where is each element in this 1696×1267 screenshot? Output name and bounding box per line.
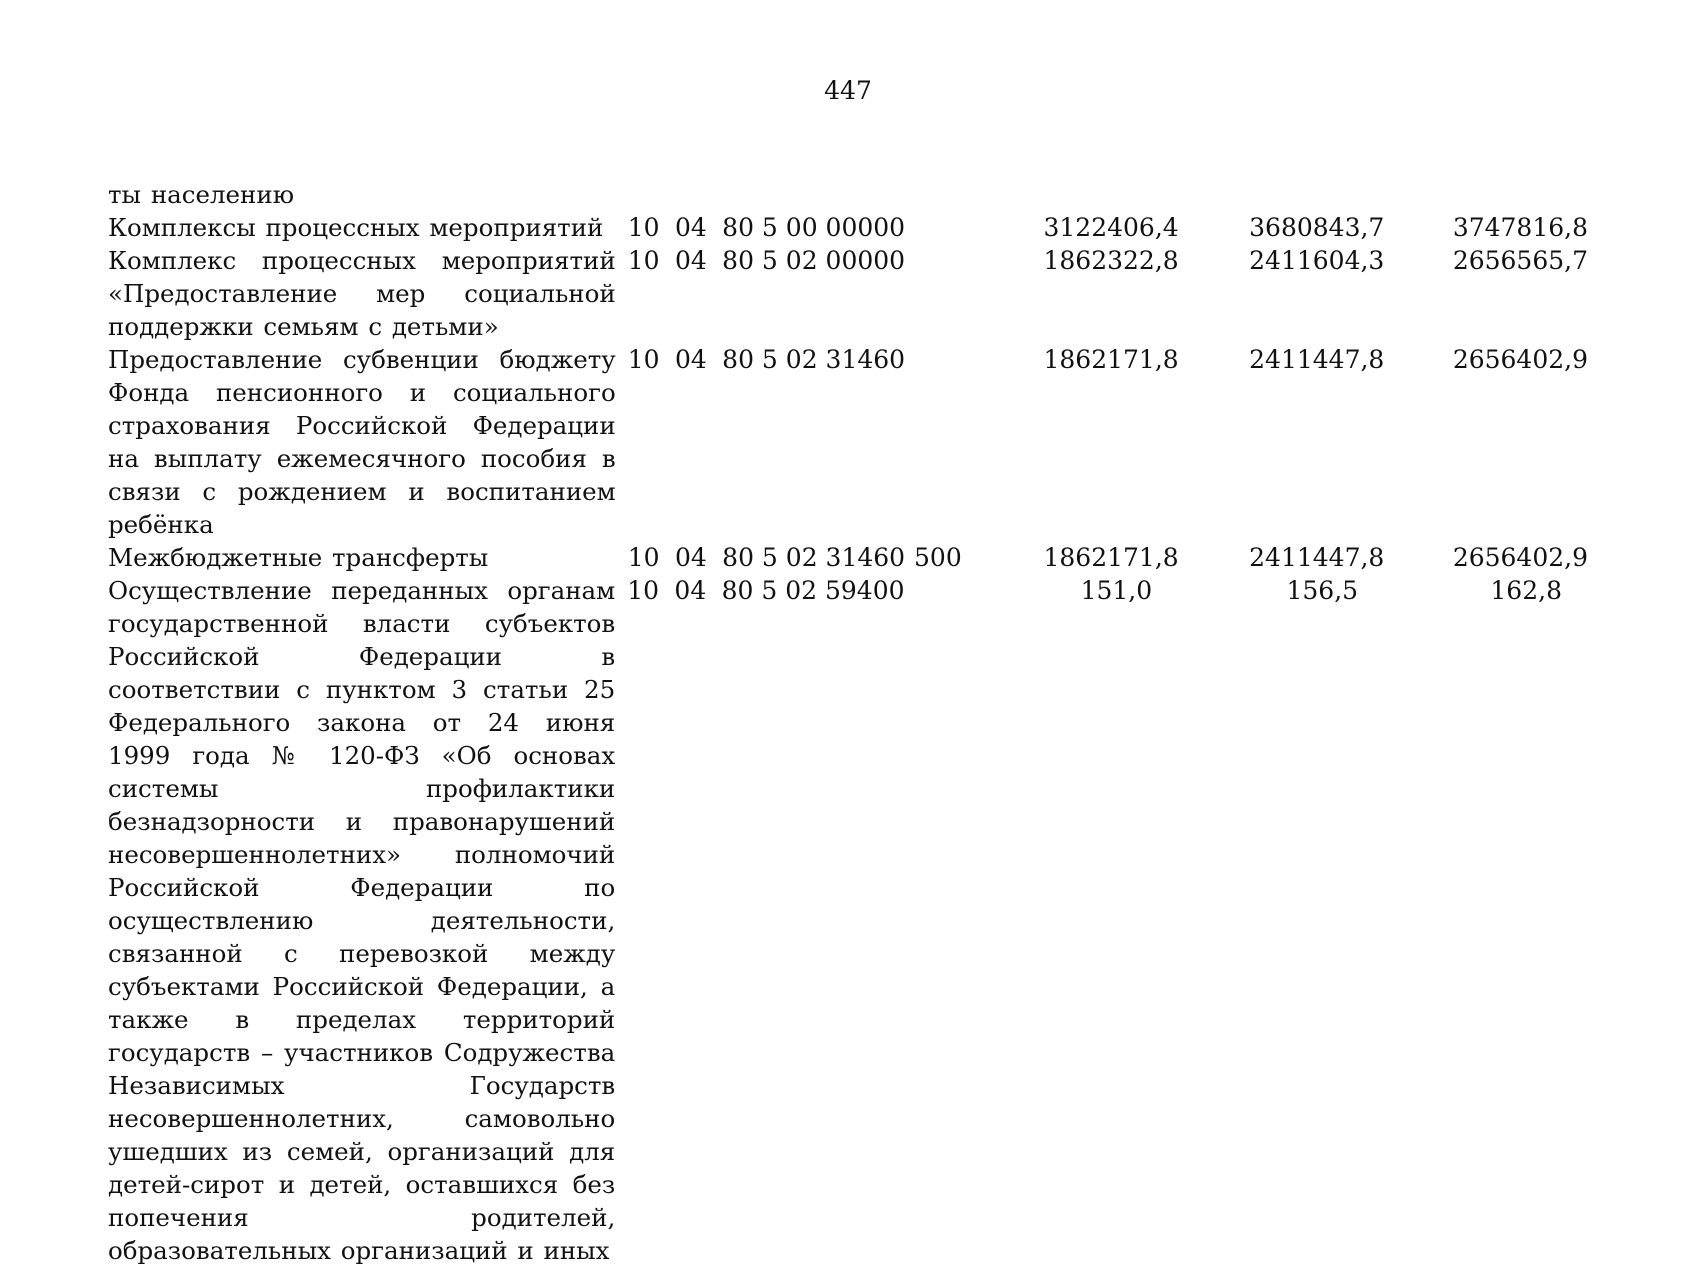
row-target-article: 80 5 02 31460 [722, 345, 906, 374]
row-year1-amount: 1862171,8 [1043, 543, 1179, 572]
row-expense-type: 500 [914, 543, 962, 572]
row-section: 10 [627, 246, 660, 275]
row-section: 10 [627, 213, 660, 242]
row-name: Комплекс процессных мероприятий «Предоставление мер социальной поддержки семьям с детьми» [108, 246, 616, 341]
row-year2-amount: 2411447,8 [1249, 543, 1385, 572]
row-year3-amount: 2656565,7 [1452, 246, 1589, 275]
row-target-article: 80 5 02 59400 [721, 576, 905, 605]
row-section: 10 [627, 345, 660, 374]
row-target-article: 80 5 02 31460 [722, 543, 906, 572]
table-row [108, 178, 1588, 211]
row-year1-amount: 151,0 [1080, 576, 1153, 605]
row-name: Осуществление переданных органам государственной власти субъектов Российской Федерации в соответствии с пунктом 3 статьи 25 Федерального закона от 24 июня 1999 года № 120-ФЗ «Об основах системы профилактики безнадзорности и правонарушений несовершеннолетних» полномочий Российской Федерации по осуществлению деятельности, связанной с перевозкой между субъектами Российской Федерации, а также в пределах территорий государств – участников Содружества Независимых Государств несовершеннолетних, самовольно ушедших из семей, организаций для детей-сирот и детей, оставшихся без попечения родителей, образовательных организаций и иных [108, 576, 616, 1265]
row-target-article: 80 5 02 00000 [722, 246, 906, 275]
row-year3-amount: 162,8 [1490, 576, 1562, 605]
table-row [108, 211, 1588, 244]
table-row [108, 244, 1588, 343]
row-year2-amount: 3680843,7 [1249, 213, 1385, 242]
table-row [108, 541, 1588, 574]
row-name: Комплексы процессных мероприятий [108, 213, 604, 242]
table-row [108, 343, 1588, 541]
row-section: 10 [627, 543, 660, 572]
row-subsection: 04 [674, 543, 707, 572]
row-year1-amount: 1862171,8 [1043, 345, 1179, 374]
row-subsection: 04 [674, 345, 707, 374]
row-section: 10 [627, 576, 660, 605]
row-name: ты населению [108, 180, 295, 209]
row-year2-amount: 2411447,8 [1249, 345, 1385, 374]
row-subsection: 04 [674, 246, 707, 275]
row-year3-amount: 2656402,9 [1452, 345, 1589, 374]
row-name: Межбюджетные трансферты [108, 543, 489, 572]
row-name: Предоставление субвенции бюджету Фонда пенсионного и социального страхования Российской Федерации на выплату ежемесячного пособия в связи с рождением и воспитанием ребёнка [108, 345, 616, 539]
row-year1-amount: 3122406,4 [1043, 213, 1179, 242]
row-year2-amount: 156,5 [1286, 576, 1359, 605]
row-year2-amount: 2411604,3 [1249, 246, 1385, 275]
row-year3-amount: 3747816,8 [1452, 213, 1589, 242]
row-target-article: 80 5 00 00000 [722, 213, 906, 242]
table-row [108, 574, 1588, 1267]
budget-table [108, 178, 1588, 1267]
row-year1-amount: 1862322,8 [1043, 246, 1179, 275]
row-subsection: 04 [674, 213, 707, 242]
row-year3-amount: 2656402,9 [1452, 543, 1589, 572]
page-number: 447 [824, 76, 872, 105]
row-subsection: 04 [674, 576, 707, 605]
